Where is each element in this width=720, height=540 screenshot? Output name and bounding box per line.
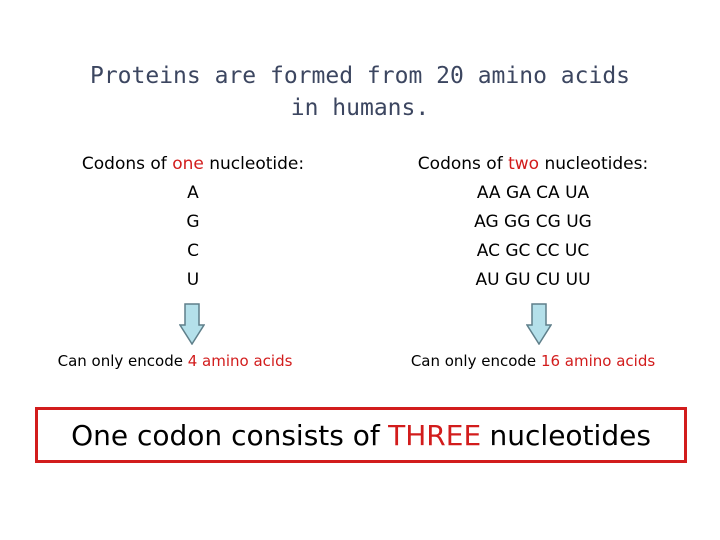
- title-line-1: Proteins are formed from 20 amino acids: [89, 63, 631, 89]
- banner-emphasis: THREE: [388, 418, 482, 452]
- banner-prefix: One codon consists of: [71, 418, 380, 452]
- one-nucleotide-conclusion: [20, 352, 330, 370]
- conclusion-suffix: amino acids: [560, 352, 656, 370]
- heading-prefix: Codons of: [81, 154, 173, 174]
- codon-row: U: [186, 270, 200, 290]
- heading-suffix: nucleotide:: [203, 154, 305, 174]
- codon-row: AA GA CA UA: [476, 183, 590, 203]
- amino-acid-count: 16: [540, 352, 561, 370]
- conclusion-prefix: Can only encode: [410, 352, 541, 370]
- heading-emphasis: two: [508, 154, 540, 174]
- down-arrow-icon: [179, 303, 205, 345]
- heading-emphasis: one: [172, 154, 204, 174]
- codon-row: C: [187, 241, 199, 261]
- codon-row: AG GG CG UG: [474, 212, 592, 232]
- codon-row: A: [187, 183, 199, 203]
- title-line-2: in humans.: [290, 95, 430, 121]
- two-nucleotide-column: [378, 150, 688, 295]
- one-nucleotide-column: [38, 150, 348, 295]
- two-nucleotide-heading: [378, 150, 688, 179]
- codon-row: AU GU CU UU: [475, 270, 591, 290]
- banner-suffix: nucleotides: [489, 418, 651, 452]
- conclusion-banner: [35, 407, 687, 463]
- slide-title: [0, 60, 720, 124]
- heading-suffix: nucleotides:: [539, 154, 649, 174]
- amino-acid-count: 4: [187, 352, 198, 370]
- down-arrow-icon: [526, 303, 552, 345]
- two-nucleotide-conclusion: [378, 352, 688, 370]
- codon-row: G: [186, 212, 200, 232]
- conclusion-prefix: Can only encode: [57, 352, 188, 370]
- one-nucleotide-heading: [38, 150, 348, 179]
- codon-row: AC GC CC UC: [476, 241, 590, 261]
- heading-prefix: Codons of: [417, 154, 509, 174]
- conclusion-suffix: amino acids: [197, 352, 293, 370]
